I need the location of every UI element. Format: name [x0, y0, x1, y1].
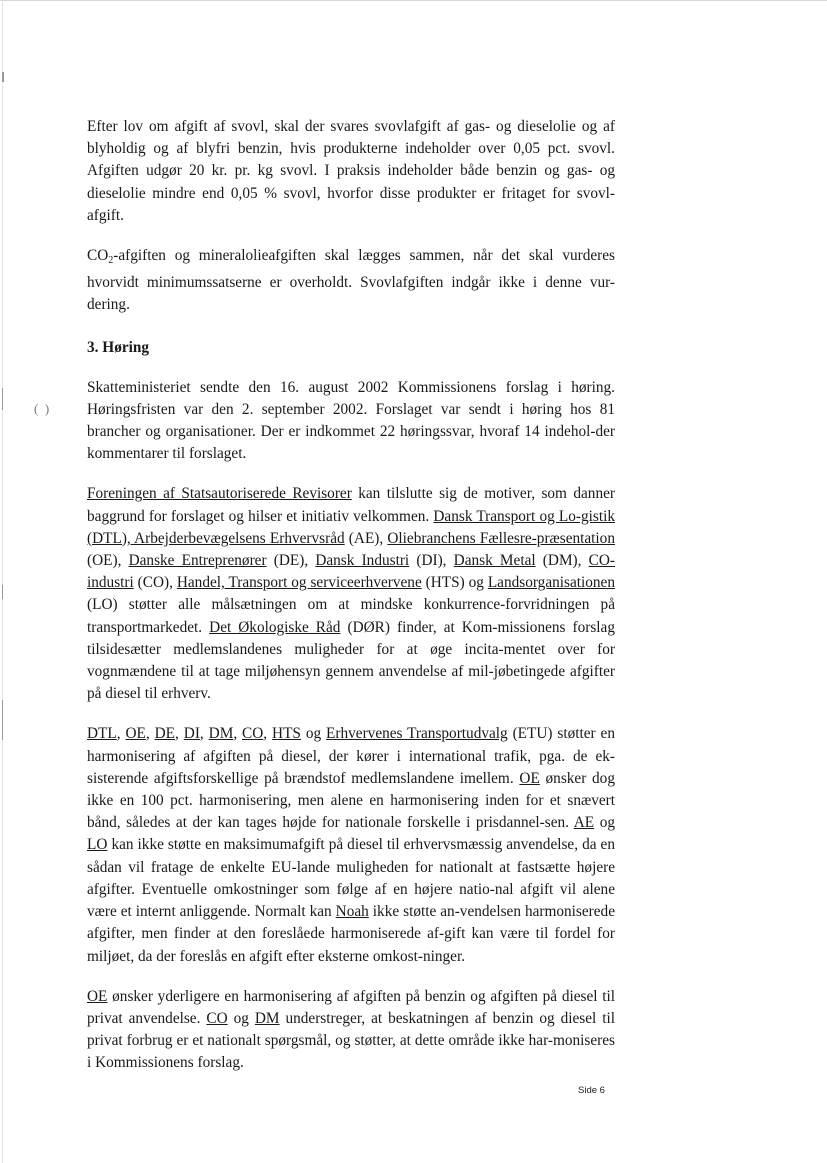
- paragraph-co2-afgift: [87, 245, 615, 317]
- paragraph-harmonisering-diesel: [87, 723, 615, 967]
- scan-mark: [2, 388, 3, 410]
- org-abbrev: DM: [254, 1009, 280, 1027]
- org-name: Dansk Transport og Lo-gistik (DTL), Arbejderbevægelsens Erhvervsråd: [87, 507, 615, 547]
- scan-top-edge: [0, 0, 827, 1]
- paragraph-svovlafgift: Efter lov om afgift af svovl, skal der svares svovlafgift af gas- og dieselolie og af blyholdig og af blyfri benzin, hvis produkterne indeholder over 0,05 pct. svovl. Afgiften udgør 20 kr. pr. kg svovl. I praksis indeholder både benzin og gas- og dieselolie mindre end 0,05 % svovl, hvorfor disse produkter er fritaget for svovl-afgift.: [87, 118, 615, 224]
- org-abbrev: CO: [206, 1009, 228, 1027]
- text-run: (DE),: [266, 552, 316, 570]
- section-heading-hoering: 3. Høring: [87, 338, 150, 356]
- co2-subscript: 2: [108, 255, 114, 267]
- scan-mark: [2, 700, 3, 740]
- org-name: CO-industri: [87, 552, 615, 592]
- text-run: understreger, at beskatningen af benzin og diesel til privat forbrug er et nationalt spørgsmål, og støtter, at dette område ikke har-moniseres i Kommissionens forslag.: [87, 1009, 615, 1072]
- text-run: (LO) støtter alle målsætningen om at mindske konkurrence-forvridningen på transportmarkedet.: [87, 596, 615, 636]
- text-run: (CO),: [133, 574, 177, 592]
- co2-rest-text: -afgiften og mineralolieafgiften skal lægges sammen, når det skal vurderes hvorvidt minimumssatserne er overholdt. Svovlafgiften indgår ikke i denne vur-dering.: [87, 247, 615, 314]
- org-abbrev: DTL: [87, 725, 117, 743]
- text-run: ikke støtte an-vendelsen harmoniserede afgifter, men finder at den foreslåede harmoniserede af-gift kan være til fordel for miljøet, da der foreslås en afgift efter eksterne omkost-ninger.: [87, 903, 615, 965]
- text-run: ønsker yderligere en harmonisering af afgiften på benzin og afgiften på diesel til privat anvendelse.: [87, 987, 615, 1027]
- org-name: Danske Entreprenører: [128, 552, 267, 570]
- text-run: (DI),: [409, 552, 454, 570]
- org-name: Dansk Metal: [453, 552, 536, 570]
- text-run: ,: [233, 725, 243, 743]
- page-number: Side 6: [578, 1085, 605, 1096]
- co2-text: CO: [87, 247, 109, 265]
- org-abbrev: AE: [573, 814, 595, 832]
- paragraph-organisations-support: [87, 483, 615, 705]
- org-name: Erhvervenes Transportudvalg: [326, 725, 508, 743]
- org-name: Foreningen af Statsautoriserede Revisorer: [87, 485, 352, 503]
- org-abbrev: LO: [87, 836, 108, 854]
- scan-mark: [2, 72, 4, 82]
- org-abbrev: OE: [125, 725, 146, 743]
- org-abbrev: OE: [87, 987, 108, 1005]
- text-run: kan tilslutte sig de motiver, som danner baggrund for forslaget og hilser et initiativ velkommen.: [87, 485, 615, 525]
- text-run: (OE),: [87, 552, 129, 570]
- org-abbrev: DE: [154, 725, 176, 743]
- org-name: Handel, Transport og serviceerhvervene: [176, 574, 422, 592]
- text-run: og: [227, 1009, 255, 1027]
- org-name: Dansk Industri: [315, 552, 410, 570]
- text-run: ,: [175, 725, 184, 743]
- org-name: Landsorganisationen: [487, 574, 615, 592]
- org-abbrev: DI: [183, 725, 200, 743]
- org-abbrev: CO: [242, 725, 264, 743]
- scan-left-edge: [2, 0, 3, 1163]
- org-name: Noah: [335, 903, 369, 921]
- text-run: ,: [199, 725, 209, 743]
- text-run: (HTS) og: [421, 574, 488, 592]
- text-run: ,: [116, 725, 126, 743]
- scan-mark: [2, 585, 3, 599]
- text-run: og: [594, 814, 616, 832]
- text-run: og: [300, 725, 327, 743]
- text-run: (DØR) finder, at Kom-missionens forslag tilsidesætter medlemslandenes muligheder for at øge incita-mentet over for vognmændene til at tage miljøhensyn gennem anvendelse af mil-jøbetingede afgifter på diesel til erhverv.: [87, 618, 615, 703]
- text-run: ønsker dog ikke en 100 pct. harmonisering, men alene en harmonisering inden for et snævert bånd, således at der kan tages højde for nationale forskelle i prisdannel-sen.: [87, 769, 615, 832]
- text-run: kan ikke støtte en maksimumafgift på diesel til erhvervsmæssig anvendelse, da en sådan vil fratage de enkelte EU-lande muligheden for nationalt at fastsætte højere afgifter. Eventuelle omkostninger som følge af en højere natio-nal afgift vil alene være et internt anliggende. Normalt kan: [87, 836, 615, 921]
- org-abbrev: DM: [208, 725, 234, 743]
- text-run: (AE),: [344, 529, 388, 547]
- org-abbrev: HTS: [272, 725, 301, 743]
- paragraph-benzin-privat: [87, 986, 615, 1075]
- document-page: [87, 116, 615, 1075]
- text-run: (ETU) støtter en harmonisering af afgiften på diesel, der kører i international trafik, pga. de ek-sisterende afgiftsforskellige på brændstof medlemslandene imellem.: [87, 725, 615, 787]
- scan-punch-hole-mark: ( ): [34, 401, 50, 416]
- paragraph-hoering-intro: Skatteministeriet sendte den 16. august 2002 Kommissionens forslag i høring. Høringsfristen var den 2. september 2002. Forslaget var sendt i høring hos 81 brancher og organisationer. Der er indkommet 22 høringssvar, hvoraf 14 indehol-der kommentarer til forslaget.: [87, 378, 615, 463]
- org-name: Det Økologiske Råd: [209, 618, 341, 636]
- text-run: ,: [263, 725, 273, 743]
- text-run: ,: [145, 725, 155, 743]
- org-abbrev: OE: [519, 769, 540, 787]
- org-name: Oliebranchens Fællesre-præsentation: [387, 529, 615, 547]
- text-run: (DM),: [535, 552, 589, 570]
